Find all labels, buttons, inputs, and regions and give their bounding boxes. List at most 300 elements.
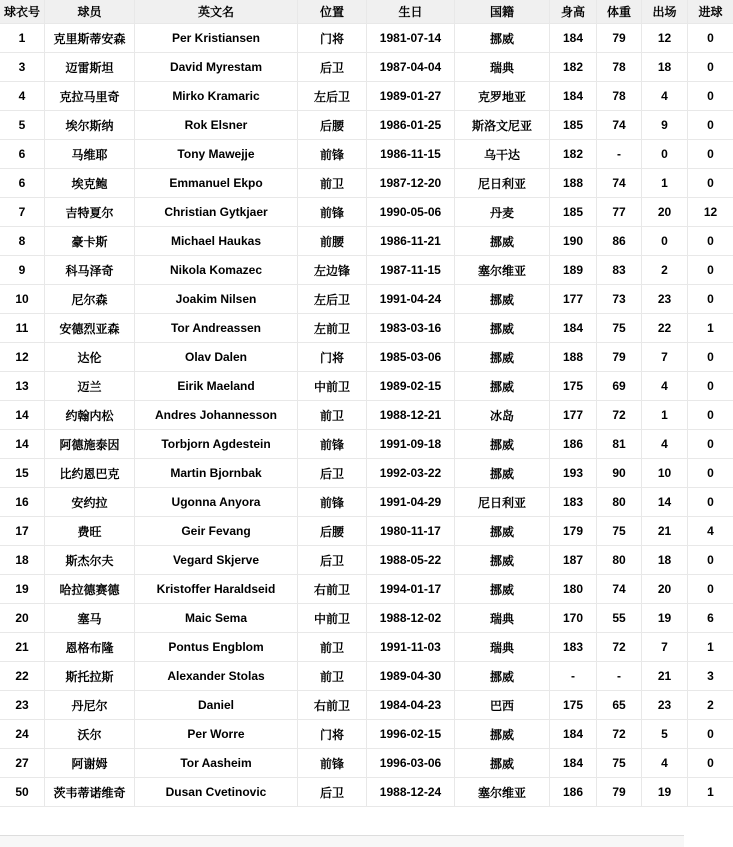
cell-weight: 75 xyxy=(597,314,642,343)
table-row xyxy=(0,575,733,604)
cell-height: 184 xyxy=(550,24,597,53)
cell-english_name: Daniel xyxy=(135,691,298,720)
cell-nationality: 挪威 xyxy=(455,749,550,778)
cell-goals: 0 xyxy=(688,227,733,256)
cell-birthday: 1983-03-16 xyxy=(367,314,455,343)
cell-weight: 72 xyxy=(597,401,642,430)
cell-player: 丹尼尔 xyxy=(45,691,135,720)
table-row xyxy=(0,198,733,227)
cell-jersey: 18 xyxy=(0,546,45,575)
cell-jersey: 23 xyxy=(0,691,45,720)
cell-birthday: 1988-05-22 xyxy=(367,546,455,575)
cell-nationality: 乌干达 xyxy=(455,140,550,169)
table-row xyxy=(0,314,733,343)
cell-weight: - xyxy=(597,662,642,691)
cell-english_name: Michael Haukas xyxy=(135,227,298,256)
cell-birthday: 1988-12-24 xyxy=(367,778,455,807)
cell-position: 前卫 xyxy=(298,169,367,198)
cell-jersey: 9 xyxy=(0,256,45,285)
cell-height: 177 xyxy=(550,401,597,430)
cell-position: 右前卫 xyxy=(298,691,367,720)
table-row xyxy=(0,343,733,372)
cell-nationality: 挪威 xyxy=(455,517,550,546)
cell-appearances: 5 xyxy=(642,720,688,749)
cell-position: 后卫 xyxy=(298,546,367,575)
cell-english_name: Rok Elsner xyxy=(135,111,298,140)
cell-appearances: 21 xyxy=(642,662,688,691)
cell-nationality: 挪威 xyxy=(455,575,550,604)
column-header-position: 位置 xyxy=(298,0,367,24)
header-row xyxy=(0,0,733,24)
cell-jersey: 16 xyxy=(0,488,45,517)
cell-height: 184 xyxy=(550,314,597,343)
cell-goals: 2 xyxy=(688,691,733,720)
cell-english_name: Tor Aasheim xyxy=(135,749,298,778)
cell-player: 安约拉 xyxy=(45,488,135,517)
cell-goals: 0 xyxy=(688,430,733,459)
cell-appearances: 19 xyxy=(642,604,688,633)
cell-player: 埃克鲍 xyxy=(45,169,135,198)
cell-height: 170 xyxy=(550,604,597,633)
cell-goals: 0 xyxy=(688,256,733,285)
cell-height: 189 xyxy=(550,256,597,285)
cell-appearances: 7 xyxy=(642,343,688,372)
cell-player: 科马泽奇 xyxy=(45,256,135,285)
cell-height: - xyxy=(550,662,597,691)
table-row xyxy=(0,604,733,633)
cell-appearances: 20 xyxy=(642,198,688,227)
cell-birthday: 1990-05-06 xyxy=(367,198,455,227)
cell-appearances: 22 xyxy=(642,314,688,343)
cell-appearances: 10 xyxy=(642,459,688,488)
cell-english_name: Christian Gytkjaer xyxy=(135,198,298,227)
cell-goals: 1 xyxy=(688,633,733,662)
cell-position: 门将 xyxy=(298,720,367,749)
cell-position: 左后卫 xyxy=(298,285,367,314)
cell-player: 尼尔森 xyxy=(45,285,135,314)
cell-nationality: 挪威 xyxy=(455,546,550,575)
cell-player: 豪卡斯 xyxy=(45,227,135,256)
cell-appearances: 12 xyxy=(642,24,688,53)
cell-height: 175 xyxy=(550,691,597,720)
cell-weight: - xyxy=(597,140,642,169)
cell-weight: 80 xyxy=(597,488,642,517)
cell-nationality: 塞尔维亚 xyxy=(455,778,550,807)
cell-english_name: Joakim Nilsen xyxy=(135,285,298,314)
table-header xyxy=(0,0,733,24)
cell-jersey: 6 xyxy=(0,140,45,169)
cell-player: 迈雷斯坦 xyxy=(45,53,135,82)
cell-player: 斯杰尔夫 xyxy=(45,546,135,575)
cell-appearances: 4 xyxy=(642,749,688,778)
cell-player: 安德烈亚森 xyxy=(45,314,135,343)
cell-player: 迈兰 xyxy=(45,372,135,401)
cell-birthday: 1988-12-02 xyxy=(367,604,455,633)
cell-weight: 79 xyxy=(597,778,642,807)
cell-player: 马维耶 xyxy=(45,140,135,169)
cell-height: 183 xyxy=(550,488,597,517)
cell-position: 后腰 xyxy=(298,111,367,140)
cell-goals: 0 xyxy=(688,546,733,575)
cell-position: 门将 xyxy=(298,343,367,372)
cell-height: 188 xyxy=(550,343,597,372)
table-row xyxy=(0,459,733,488)
table-row xyxy=(0,372,733,401)
cell-appearances: 4 xyxy=(642,430,688,459)
cell-player: 吉特夏尔 xyxy=(45,198,135,227)
cell-jersey: 14 xyxy=(0,430,45,459)
cell-english_name: Olav Dalen xyxy=(135,343,298,372)
cell-nationality: 挪威 xyxy=(455,430,550,459)
cell-goals: 4 xyxy=(688,517,733,546)
cell-position: 前锋 xyxy=(298,430,367,459)
cell-position: 门将 xyxy=(298,24,367,53)
cell-birthday: 1991-09-18 xyxy=(367,430,455,459)
cell-weight: 72 xyxy=(597,633,642,662)
cell-english_name: Mirko Kramaric xyxy=(135,82,298,111)
cell-goals: 0 xyxy=(688,140,733,169)
cell-birthday: 1989-02-15 xyxy=(367,372,455,401)
cell-weight: 74 xyxy=(597,575,642,604)
cell-nationality: 克罗地亚 xyxy=(455,82,550,111)
cell-jersey: 20 xyxy=(0,604,45,633)
cell-height: 186 xyxy=(550,778,597,807)
cell-goals: 12 xyxy=(688,198,733,227)
cell-birthday: 1987-11-15 xyxy=(367,256,455,285)
cell-weight: 78 xyxy=(597,82,642,111)
column-header-player: 球员 xyxy=(45,0,135,24)
cell-player: 恩格布隆 xyxy=(45,633,135,662)
cell-position: 右前卫 xyxy=(298,575,367,604)
column-header-english_name: 英文名 xyxy=(135,0,298,24)
cell-player: 埃尔斯纳 xyxy=(45,111,135,140)
cell-player: 比约恩巴克 xyxy=(45,459,135,488)
cell-jersey: 19 xyxy=(0,575,45,604)
cell-birthday: 1987-12-20 xyxy=(367,169,455,198)
cell-weight: 80 xyxy=(597,546,642,575)
cell-height: 183 xyxy=(550,633,597,662)
cell-height: 185 xyxy=(550,198,597,227)
cell-english_name: Per Kristiansen xyxy=(135,24,298,53)
table-row xyxy=(0,53,733,82)
cell-nationality: 塞尔维亚 xyxy=(455,256,550,285)
cell-appearances: 18 xyxy=(642,546,688,575)
cell-position: 中前卫 xyxy=(298,604,367,633)
cell-weight: 83 xyxy=(597,256,642,285)
cell-nationality: 挪威 xyxy=(455,314,550,343)
cell-nationality: 丹麦 xyxy=(455,198,550,227)
table-row xyxy=(0,778,733,807)
cell-birthday: 1991-04-29 xyxy=(367,488,455,517)
cell-appearances: 7 xyxy=(642,633,688,662)
cell-player: 达伦 xyxy=(45,343,135,372)
cell-height: 184 xyxy=(550,720,597,749)
cell-nationality: 瑞典 xyxy=(455,53,550,82)
cell-nationality: 巴西 xyxy=(455,691,550,720)
cell-goals: 0 xyxy=(688,575,733,604)
cell-player: 克里斯蒂安森 xyxy=(45,24,135,53)
table-row xyxy=(0,82,733,111)
cell-position: 前锋 xyxy=(298,140,367,169)
cell-birthday: 1991-11-03 xyxy=(367,633,455,662)
cell-height: 184 xyxy=(550,82,597,111)
cell-english_name: Martin Bjornbak xyxy=(135,459,298,488)
cell-position: 中前卫 xyxy=(298,372,367,401)
table-row xyxy=(0,227,733,256)
footer-divider-strip xyxy=(0,835,684,847)
cell-english_name: Geir Fevang xyxy=(135,517,298,546)
cell-weight: 65 xyxy=(597,691,642,720)
cell-position: 前卫 xyxy=(298,633,367,662)
cell-english_name: Ugonna Anyora xyxy=(135,488,298,517)
cell-nationality: 冰岛 xyxy=(455,401,550,430)
cell-weight: 69 xyxy=(597,372,642,401)
cell-appearances: 23 xyxy=(642,691,688,720)
cell-birthday: 1986-01-25 xyxy=(367,111,455,140)
cell-nationality: 尼日利亚 xyxy=(455,169,550,198)
cell-weight: 73 xyxy=(597,285,642,314)
cell-jersey: 8 xyxy=(0,227,45,256)
table-row xyxy=(0,169,733,198)
table-row xyxy=(0,720,733,749)
cell-english_name: Per Worre xyxy=(135,720,298,749)
cell-weight: 79 xyxy=(597,24,642,53)
cell-height: 182 xyxy=(550,140,597,169)
cell-appearances: 18 xyxy=(642,53,688,82)
cell-height: 188 xyxy=(550,169,597,198)
cell-appearances: 19 xyxy=(642,778,688,807)
cell-player: 哈拉德赛德 xyxy=(45,575,135,604)
cell-goals: 6 xyxy=(688,604,733,633)
cell-height: 180 xyxy=(550,575,597,604)
cell-height: 184 xyxy=(550,749,597,778)
cell-weight: 77 xyxy=(597,198,642,227)
cell-appearances: 21 xyxy=(642,517,688,546)
cell-height: 177 xyxy=(550,285,597,314)
cell-jersey: 13 xyxy=(0,372,45,401)
cell-position: 后卫 xyxy=(298,459,367,488)
column-header-goals: 进球 xyxy=(688,0,733,24)
table-row xyxy=(0,256,733,285)
cell-weight: 75 xyxy=(597,517,642,546)
cell-jersey: 50 xyxy=(0,778,45,807)
cell-player: 克拉马里奇 xyxy=(45,82,135,111)
cell-weight: 90 xyxy=(597,459,642,488)
cell-english_name: Pontus Engblom xyxy=(135,633,298,662)
cell-goals: 1 xyxy=(688,314,733,343)
cell-player: 阿德施泰因 xyxy=(45,430,135,459)
cell-goals: 0 xyxy=(688,82,733,111)
cell-position: 左前卫 xyxy=(298,314,367,343)
cell-jersey: 7 xyxy=(0,198,45,227)
cell-jersey: 12 xyxy=(0,343,45,372)
cell-nationality: 挪威 xyxy=(455,285,550,314)
cell-nationality: 挪威 xyxy=(455,459,550,488)
cell-nationality: 瑞典 xyxy=(455,604,550,633)
cell-position: 前卫 xyxy=(298,662,367,691)
cell-english_name: Dusan Cvetinovic xyxy=(135,778,298,807)
cell-position: 前腰 xyxy=(298,227,367,256)
column-header-nationality: 国籍 xyxy=(455,0,550,24)
column-header-weight: 体重 xyxy=(597,0,642,24)
cell-nationality: 挪威 xyxy=(455,720,550,749)
cell-weight: 81 xyxy=(597,430,642,459)
cell-height: 187 xyxy=(550,546,597,575)
cell-birthday: 1989-04-30 xyxy=(367,662,455,691)
cell-english_name: Eirik Maeland xyxy=(135,372,298,401)
cell-player: 阿谢姆 xyxy=(45,749,135,778)
cell-english_name: Maic Sema xyxy=(135,604,298,633)
cell-appearances: 4 xyxy=(642,82,688,111)
table-row xyxy=(0,749,733,778)
cell-weight: 79 xyxy=(597,343,642,372)
cell-birthday: 1996-02-15 xyxy=(367,720,455,749)
cell-birthday: 1988-12-21 xyxy=(367,401,455,430)
cell-goals: 0 xyxy=(688,401,733,430)
cell-position: 前锋 xyxy=(298,749,367,778)
cell-english_name: Andres Johannesson xyxy=(135,401,298,430)
cell-birthday: 1984-04-23 xyxy=(367,691,455,720)
cell-jersey: 5 xyxy=(0,111,45,140)
cell-weight: 74 xyxy=(597,169,642,198)
cell-appearances: 14 xyxy=(642,488,688,517)
cell-birthday: 1991-04-24 xyxy=(367,285,455,314)
cell-goals: 0 xyxy=(688,24,733,53)
cell-goals: 0 xyxy=(688,720,733,749)
cell-nationality: 挪威 xyxy=(455,227,550,256)
column-header-appearances: 出场 xyxy=(642,0,688,24)
cell-goals: 0 xyxy=(688,343,733,372)
cell-english_name: Tor Andreassen xyxy=(135,314,298,343)
cell-birthday: 1989-01-27 xyxy=(367,82,455,111)
cell-english_name: Torbjorn Agdestein xyxy=(135,430,298,459)
cell-height: 175 xyxy=(550,372,597,401)
cell-appearances: 1 xyxy=(642,169,688,198)
column-header-height: 身高 xyxy=(550,0,597,24)
table-row xyxy=(0,488,733,517)
cell-player: 斯托拉斯 xyxy=(45,662,135,691)
cell-height: 186 xyxy=(550,430,597,459)
cell-jersey: 22 xyxy=(0,662,45,691)
cell-jersey: 6 xyxy=(0,169,45,198)
cell-goals: 0 xyxy=(688,488,733,517)
cell-birthday: 1986-11-21 xyxy=(367,227,455,256)
cell-jersey: 10 xyxy=(0,285,45,314)
cell-weight: 86 xyxy=(597,227,642,256)
cell-appearances: 1 xyxy=(642,401,688,430)
cell-jersey: 27 xyxy=(0,749,45,778)
cell-goals: 0 xyxy=(688,111,733,140)
cell-english_name: Emmanuel Ekpo xyxy=(135,169,298,198)
cell-position: 后卫 xyxy=(298,778,367,807)
cell-english_name: Vegard Skjerve xyxy=(135,546,298,575)
table-row xyxy=(0,517,733,546)
cell-birthday: 1985-03-06 xyxy=(367,343,455,372)
cell-jersey: 15 xyxy=(0,459,45,488)
cell-appearances: 23 xyxy=(642,285,688,314)
cell-jersey: 4 xyxy=(0,82,45,111)
cell-appearances: 0 xyxy=(642,227,688,256)
cell-nationality: 尼日利亚 xyxy=(455,488,550,517)
cell-position: 前卫 xyxy=(298,401,367,430)
cell-height: 182 xyxy=(550,53,597,82)
cell-player: 茨韦蒂诺维奇 xyxy=(45,778,135,807)
cell-weight: 74 xyxy=(597,111,642,140)
cell-appearances: 9 xyxy=(642,111,688,140)
cell-goals: 0 xyxy=(688,285,733,314)
cell-weight: 55 xyxy=(597,604,642,633)
cell-position: 左后卫 xyxy=(298,82,367,111)
cell-nationality: 挪威 xyxy=(455,343,550,372)
cell-jersey: 21 xyxy=(0,633,45,662)
cell-jersey: 1 xyxy=(0,24,45,53)
column-header-jersey: 球衣号 xyxy=(0,0,45,24)
cell-weight: 72 xyxy=(597,720,642,749)
cell-appearances: 2 xyxy=(642,256,688,285)
cell-jersey: 14 xyxy=(0,401,45,430)
cell-birthday: 1987-04-04 xyxy=(367,53,455,82)
cell-english_name: David Myrestam xyxy=(135,53,298,82)
table-row xyxy=(0,140,733,169)
cell-goals: 0 xyxy=(688,459,733,488)
cell-weight: 75 xyxy=(597,749,642,778)
cell-jersey: 17 xyxy=(0,517,45,546)
cell-position: 左边锋 xyxy=(298,256,367,285)
table-row xyxy=(0,546,733,575)
cell-birthday: 1994-01-17 xyxy=(367,575,455,604)
cell-nationality: 挪威 xyxy=(455,662,550,691)
cell-nationality: 瑞典 xyxy=(455,633,550,662)
cell-height: 179 xyxy=(550,517,597,546)
cell-position: 前锋 xyxy=(298,198,367,227)
table-row xyxy=(0,285,733,314)
cell-appearances: 4 xyxy=(642,372,688,401)
cell-player: 费旺 xyxy=(45,517,135,546)
column-header-birthday: 生日 xyxy=(367,0,455,24)
cell-goals: 1 xyxy=(688,778,733,807)
table-row xyxy=(0,401,733,430)
table-row xyxy=(0,662,733,691)
cell-nationality: 挪威 xyxy=(455,24,550,53)
cell-height: 190 xyxy=(550,227,597,256)
table-row xyxy=(0,24,733,53)
cell-english_name: Nikola Komazec xyxy=(135,256,298,285)
cell-appearances: 20 xyxy=(642,575,688,604)
cell-height: 185 xyxy=(550,111,597,140)
cell-jersey: 24 xyxy=(0,720,45,749)
cell-weight: 78 xyxy=(597,53,642,82)
cell-birthday: 1981-07-14 xyxy=(367,24,455,53)
cell-nationality: 斯洛文尼亚 xyxy=(455,111,550,140)
cell-jersey: 3 xyxy=(0,53,45,82)
cell-birthday: 1986-11-15 xyxy=(367,140,455,169)
cell-goals: 0 xyxy=(688,749,733,778)
table-row xyxy=(0,430,733,459)
cell-birthday: 1996-03-06 xyxy=(367,749,455,778)
cell-goals: 0 xyxy=(688,169,733,198)
cell-position: 前锋 xyxy=(298,488,367,517)
cell-nationality: 挪威 xyxy=(455,372,550,401)
cell-jersey: 11 xyxy=(0,314,45,343)
cell-player: 沃尔 xyxy=(45,720,135,749)
table-row xyxy=(0,111,733,140)
cell-birthday: 1980-11-17 xyxy=(367,517,455,546)
cell-goals: 3 xyxy=(688,662,733,691)
cell-position: 后腰 xyxy=(298,517,367,546)
cell-birthday: 1992-03-22 xyxy=(367,459,455,488)
table-body xyxy=(0,24,733,807)
table-row xyxy=(0,633,733,662)
